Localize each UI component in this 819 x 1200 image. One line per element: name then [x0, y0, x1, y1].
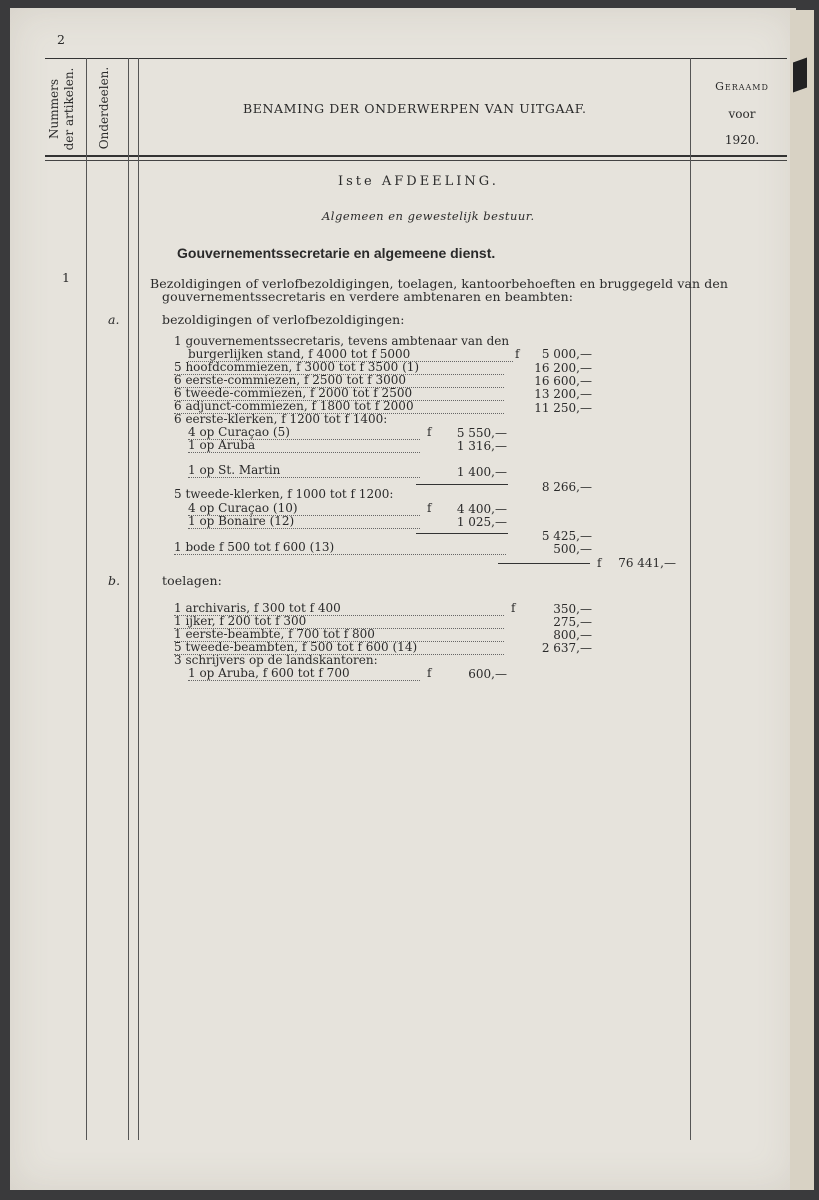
header-geraamd: Geraamd [715, 80, 769, 93]
section-subtitle: Algemeen en gewestelijk bestuur. [322, 209, 535, 223]
line-amount: 11 250,— [534, 401, 592, 415]
line-amount: 8 266,— [541, 480, 592, 494]
currency-mark: f [427, 501, 432, 515]
section-title: Iste AFDEELING. [338, 174, 499, 189]
page-edge [790, 10, 814, 1190]
line-item-text: 5 tweede-beambten, f 500 tot f 600 (14) [174, 640, 504, 655]
line-amount: 16 600,— [534, 374, 592, 388]
line-item [188, 666, 420, 681]
article-desc-line2: gouvernementssecretaris en verdere ambtenaren en beambten: [162, 289, 574, 304]
sub-amount: 1 316,— [456, 439, 507, 453]
line-item-text: 6 tweede-commiezen, f 2000 tot f 2500 [174, 386, 504, 401]
line-item: 3 schrijvers op de landskantoren: [174, 653, 378, 667]
line-item [188, 438, 420, 453]
column-divider-1 [86, 58, 87, 1140]
line-amount: 2 637,— [541, 641, 592, 655]
column-divider-3 [138, 58, 139, 1140]
line-amount: 5 000,— [541, 347, 592, 361]
line-item [188, 463, 420, 478]
line-item-text: 1 bode f 500 tot f 600 (13) [174, 540, 506, 555]
sub-amount: 600,— [468, 667, 507, 681]
line-amount: 350,— [553, 602, 592, 616]
sub-amount: 1 025,— [456, 515, 507, 529]
line-item-text: 1 op St. Martin [188, 463, 420, 478]
line-item-text: 5 hoofdcommiezen, f 3000 tot f 3500 (1) [174, 360, 504, 375]
line-amount: 800,— [553, 628, 592, 642]
part-a-total: 76 441,— [618, 556, 676, 570]
line-amount: 16 200,— [534, 361, 592, 375]
line-amount: 500,— [553, 542, 592, 556]
currency-mark: f [427, 666, 432, 680]
part-b-letter: b. [108, 573, 121, 588]
header-bottom-rule [45, 155, 787, 157]
header-year: 1920. [724, 133, 760, 147]
header-col-nummers [47, 64, 81, 154]
header-top-rule [45, 58, 787, 59]
total-currency: f [597, 556, 602, 570]
sub-amount: 1 400,— [456, 465, 507, 479]
line-item-text: 1 op Aruba, f 600 tot f 700 [188, 666, 420, 681]
line-item: 1 gouvernementssecretaris, tevens ambtenaar van den [174, 334, 510, 348]
currency-mark: f [427, 425, 432, 439]
line-amount: 275,— [553, 615, 592, 629]
line-item: 5 tweede-klerken, f 1000 tot f 1200: [174, 487, 394, 501]
line-item-text: 1 op Aruba [188, 438, 420, 453]
article-number: 1 [62, 270, 71, 285]
line-amount: 13 200,— [534, 387, 592, 401]
line-item [174, 540, 506, 555]
section-heading: Gouvernementssecretarie en algemeene dienst. [177, 245, 496, 261]
line-item-text: 1 op Bonaire (12) [188, 514, 420, 529]
subtotal-rule [416, 533, 508, 534]
subtotal-rule [416, 484, 508, 485]
sub-amount: 4 400,— [456, 502, 507, 516]
part-b-label: toelagen: [162, 573, 222, 588]
line-amount: 5 425,— [541, 529, 592, 543]
line-item-text: burgerlijken stand, f 4000 tot f 5000 [188, 347, 513, 362]
header-voor: voor [728, 107, 756, 121]
header-col-nummers-line2: der artikelen. [62, 67, 76, 151]
currency-mark: f [511, 601, 516, 615]
header-main-title: BENAMING DER ONDERWERPEN VAN UITGAAF. [243, 101, 587, 116]
line-item-text: 6 adjunct-commiezen, f 1800 tot f 2000 [174, 399, 504, 414]
column-divider-4 [690, 58, 691, 1140]
line-item-text: 4 op Curaçao (5) [188, 425, 420, 440]
line-item-text: 1 eerste-beambte, f 700 tot f 800 [174, 627, 504, 642]
line-item-text: 1 ijker, f 200 tot f 300 [174, 614, 504, 629]
part-a-label: bezoldigingen of verlofbezoldigingen: [162, 312, 405, 327]
currency-mark: f [515, 347, 520, 361]
header-bottom-rule-2 [45, 160, 787, 161]
line-item: 6 eerste-klerken, f 1200 tot f 1400: [174, 412, 388, 426]
page-number: 2 [57, 32, 66, 47]
part-a-letter: a. [108, 312, 120, 327]
line-item [188, 514, 420, 529]
line-item-text: 6 eerste-commiezen, f 2500 tot f 3000 [174, 373, 504, 388]
total-rule [498, 563, 590, 564]
sub-amount: 5 550,— [456, 426, 507, 440]
header-col-nummers-line1: Nummers [47, 79, 61, 139]
page-tear [793, 57, 807, 92]
line-item-text: 4 op Curaçao (10) [188, 501, 420, 516]
article-desc-line1: Bezoldigingen of verlofbezoldigingen, toelagen, kantoorbehoeften en bruggegeld van den [150, 276, 729, 291]
column-divider-2 [128, 58, 129, 1140]
header-col-onderdeelen: Onderdeelen. [97, 66, 111, 150]
line-item-text: 1 archivaris, f 300 tot f 400 [174, 601, 504, 616]
